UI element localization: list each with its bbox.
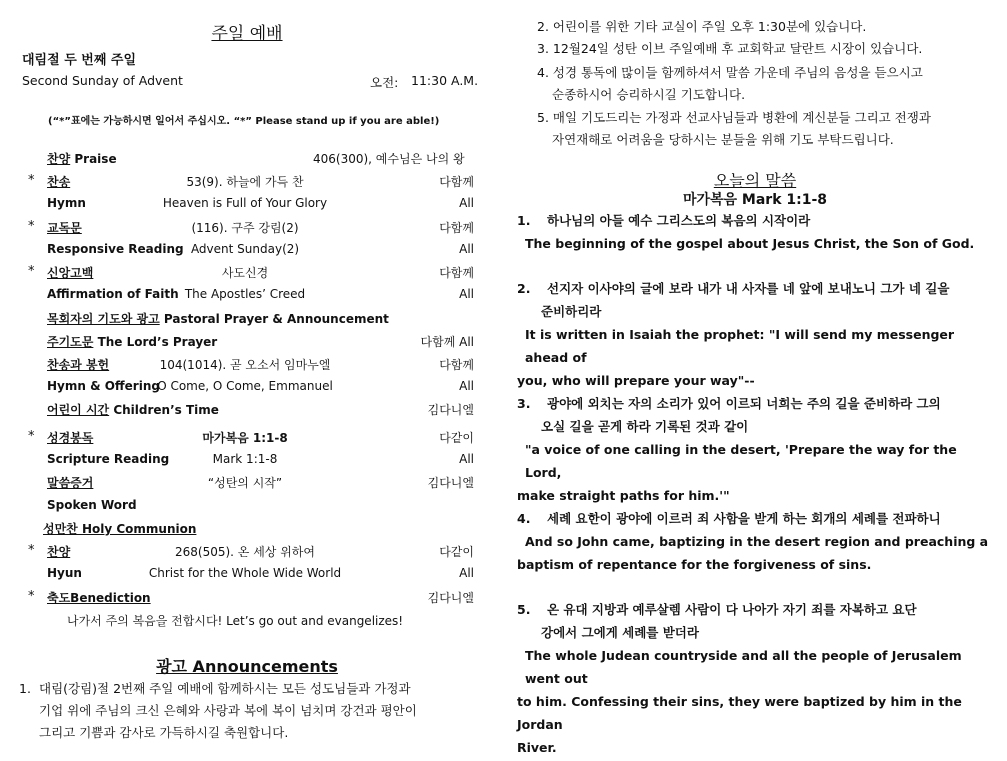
scripture-reference: 마가복음 Mark 1:1-8 (682, 192, 828, 208)
offering-label-kr: 찬송과 봉헌 (47, 358, 110, 372)
offering-title-en: O Come, O Come, Emmanuel (157, 379, 333, 393)
hymn1-leader-kr: 다함께 (439, 175, 474, 189)
scripture-label-en: Scripture Reading (47, 452, 170, 466)
hymn2-label-kr: 찬양 (47, 545, 71, 559)
order-row-offering-kr (0, 356, 500, 376)
hymn2-title-en: Christ for the Whole Wide World (148, 566, 342, 580)
scripture-section-title: 오늘의 말씀 (713, 171, 797, 190)
sermon-leader-kr: 김다니엘 (427, 476, 474, 490)
resp-leader-kr: 다함께 (439, 221, 474, 235)
verse: 2. 선지자 이사야의 글에 보라 내가 내 사자를 네 앞에 보내노니 그가 네 길을 준비하리라 It is written in Isaiah the prophet: "I will send my messenger ahead of you, who will prepare your way"-- (517, 281, 955, 388)
stand-marker: * (28, 429, 35, 444)
standing-note: (“*”표에는 가능하시면 일어서 주십시오. “*” Please stand up if you are able!) (48, 116, 440, 127)
resp-title-kr: (116). 구주 강림(2) (191, 221, 299, 235)
hymn1-leader-en: All (459, 196, 474, 210)
sermon-title-kr: “성탄의 시작” (207, 476, 283, 490)
stand-marker: * (28, 219, 35, 234)
verse: 1. 하나님의 아들 예수 그리스도의 복음의 시작이라 The beginning of the gospel about Jesus Christ, the Son of God. (517, 213, 975, 251)
hymn1-title-kr: 53(9). 하늘에 가득 찬 (186, 175, 304, 189)
resp-title-en: Advent Sunday(2) (190, 242, 300, 256)
faith-label-en: Affirmation of Faith (47, 287, 179, 301)
order-row-faith-kr (0, 264, 500, 284)
resp-label-en: Responsive Reading (47, 242, 184, 256)
closing-message: 나가서 주의 복음을 전합시다! Let’s go out and evangelizes! (67, 614, 404, 628)
benediction-leader: 김다니엘 (427, 591, 474, 605)
announcement-item: 4. 성경 통독에 많이들 함께하셔서 말씀 가운데 주님의 음성을 듣으시고 순종하시어 승리하시길 기도합니다. (537, 65, 923, 102)
time-label: 오전: (370, 75, 399, 90)
children-leader: 김다니엘 (427, 403, 474, 417)
order-row-faith-en (0, 287, 500, 307)
verse: 5. 온 유대 지방과 예루살렘 사람이 다 나아가 자기 죄를 자복하고 요단 강에서 그에게 세례를 받더라 The whole Judean countryside and all the people of Jerusalem went out to him. Confessing their sins, they were baptized by him in the Jordan River. (517, 602, 962, 755)
sermon-label-en: Spoken Word (47, 498, 137, 512)
lords-prayer-leader: 다함께 All (420, 335, 474, 349)
order-row-lords-prayer (0, 333, 500, 353)
service-time: 11:30 A.M. (411, 73, 479, 88)
order-row-benediction (0, 589, 500, 609)
scripture-title-kr: 마가복음 1:1-8 (202, 431, 288, 445)
offering-title-kr: 104(1014). 곧 오소서 임마누엘 (159, 358, 331, 372)
announcement-item: 3. 12월24일 성탄 이브 주일예배 후 교회학교 달란트 시장이 있습니다. (537, 41, 923, 56)
scripture-leader-kr: 다같이 (439, 431, 474, 445)
order-row-resp-kr (0, 219, 500, 239)
offering-label-en: Hymn & Offering (47, 379, 160, 393)
hymn2-leader-en: All (459, 566, 474, 580)
children-label: 어린이 시간 Children’s Time (47, 403, 219, 417)
faith-leader-kr: 다함께 (439, 266, 474, 280)
hymn1-label-en: Hymn (47, 196, 86, 210)
subtitle-kr: 대림절 두 번째 주일 (22, 53, 137, 68)
faith-label-kr: 신앙고백 (47, 266, 94, 280)
hymn1-label-kr: 찬송 (47, 175, 71, 189)
verse: 4. 세례 요한이 광야에 이르러 죄 사함을 받게 하는 회개의 세례를 전파하니 And so John came, baptizing in the desert region and preaching a baptism of repentance for the forgiveness of sins. (517, 511, 989, 572)
stand-marker: * (28, 264, 35, 279)
order-row-resp-en (0, 242, 500, 262)
hymn1-title-en: Heaven is Full of Your Glory (162, 196, 328, 210)
announcement-item: 5. 매일 기도드리는 가정과 선교사님들과 병환에 계신분들 그리고 전쟁과 자연재해로 어려움을 당하시는 분들을 위해 기도 부탁드립니다. (537, 110, 931, 147)
pastoral-prayer-label: 목회자의 기도와 광고 Pastoral Prayer & Announcement (47, 312, 389, 326)
order-row-hymn2-kr (0, 543, 500, 563)
scripture-leader-en: All (459, 452, 474, 466)
hymn2-title-kr: 268(505). 온 세상 위하여 (175, 545, 315, 559)
order-row-hymn1-en (0, 196, 500, 216)
announcements-title: 광고 Announcements (156, 657, 338, 676)
order-row-hymn1-kr (0, 173, 500, 193)
order-row-children (0, 401, 500, 421)
order-row-praise (0, 150, 500, 170)
stand-marker: * (28, 589, 35, 604)
communion-label: 성만찬 Holy Communion (43, 522, 197, 536)
offering-leader-kr: 다함께 (439, 358, 474, 372)
order-row-scripture-kr (0, 429, 500, 449)
stand-marker: * (28, 173, 35, 188)
faith-title-en: The Apostles’ Creed (184, 287, 306, 301)
scripture-label-kr: 성경봉독 (47, 431, 94, 445)
verse: 3. 광야에 외치는 자의 소리가 있어 이르되 너희는 주의 길을 준비하라 그의 오실 길을 곧게 하라 기록된 것과 같이 "a voice of one calling in the desert, 'Prepare the way for the Lord, make straight paths for him.'" (517, 396, 957, 503)
scripture-title-en: Mark 1:1-8 (212, 452, 278, 466)
order-row-scripture-en (0, 452, 500, 472)
order-row-hymn2-en (0, 566, 500, 586)
order-row-sermon-kr (0, 474, 500, 494)
stand-marker: * (28, 543, 35, 558)
faith-leader-en: All (459, 287, 474, 301)
announcement-item: 2. 어린이를 위한 기타 교실이 주일 오후 1:30분에 있습니다. (537, 19, 867, 34)
benediction-label: 축도Benediction (47, 591, 151, 605)
hymn2-leader-kr: 다같이 (439, 545, 474, 559)
service-title: 주일 예배 (211, 24, 283, 44)
sermon-label-kr: 말씀증거 (47, 476, 94, 490)
order-row-offering-en (0, 379, 500, 399)
faith-title-kr: 사도신경 (221, 266, 269, 280)
resp-leader-en: All (459, 242, 474, 256)
praise-value: 406(300), 예수님은 나의 왕 (313, 152, 465, 166)
offering-leader-en: All (459, 379, 474, 393)
resp-label-kr: 교독문 (47, 221, 82, 235)
announcement-item: 1. 대림(강림)절 2번째 주일 예배에 함께하시는 모든 성도님들과 가정과 기업 위에 주님의 크신 은혜와 사랑과 복에 복이 넘치며 강건과 평안이 그리고 기쁨과 감사로 가득하시길 축원합니다. (19, 681, 417, 740)
praise-label: 찬양 Praise (47, 152, 117, 166)
hymn2-label-en: Hyun (47, 566, 82, 580)
lords-prayer-label: 주기도문 The Lord’s Prayer (47, 335, 218, 349)
subtitle-en: Second Sunday of Advent (22, 73, 183, 88)
